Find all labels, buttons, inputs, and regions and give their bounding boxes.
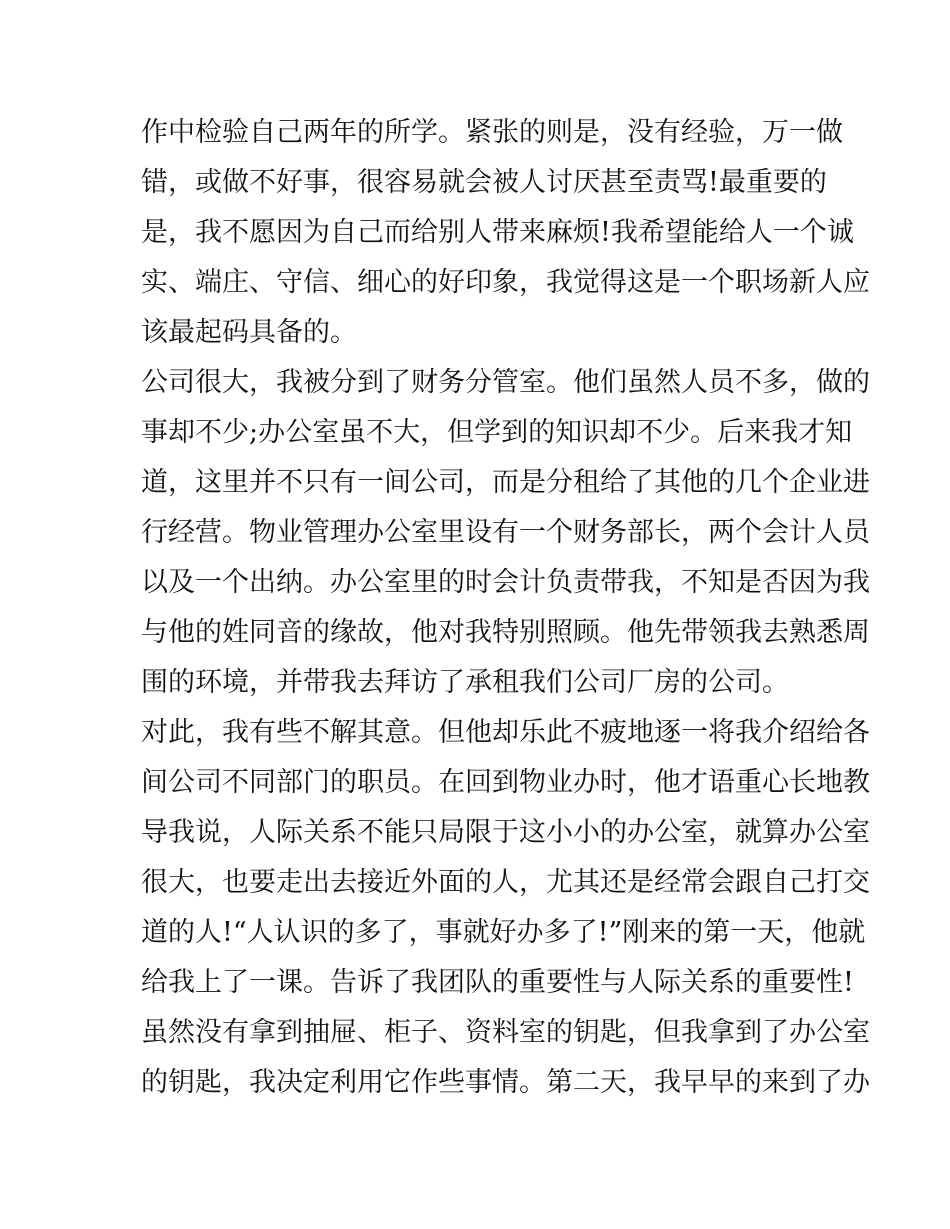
text-line: 道，这里并不只有一间公司，而是分租给了其他的几个企业进 <box>141 467 870 498</box>
text-line: 与他的姓同音的缘故，他对我特别照顾。他先带领我去熟悉周 <box>141 617 870 648</box>
text-line: 实、端庄、守信、细心的好印象，我觉得这是一个职场新人应 <box>141 267 870 298</box>
text-line: 以及一个出纳。办公室里的时会计负责带我，不知是否因为我 <box>141 567 870 598</box>
text-line: 间公司不同部门的职员。在回到物业办时，他才语重心长地教 <box>141 767 870 798</box>
text-line: 虽然没有拿到抽屉、柜子、资料室的钥匙，但我拿到了办公室 <box>141 1017 870 1048</box>
text-line: 导我说，人际关系不能只局限于这小小的办公室，就算办公室 <box>141 817 870 848</box>
text-line: 给我上了一课。告诉了我团队的重要性与人际关系的重要性! <box>141 967 854 998</box>
text-line: 事却不少;办公室虽不大，但学到的知识却不少。后来我才知 <box>141 417 853 448</box>
text-line: 错，或做不好事，很容易就会被人讨厌甚至责骂!最重要的 <box>141 167 827 198</box>
text-line: 围的环境，并带我去拜访了承租我们公司厂房的公司。 <box>141 667 789 698</box>
text-line: 很大，也要走出去接近外面的人，尤其还是经常会跟自己打交 <box>141 867 870 898</box>
text-line: 对此，我有些不解其意。但他却乐此不疲地逐一将我介绍给各 <box>141 717 870 748</box>
text-line: 该最起码具备的。 <box>141 317 357 348</box>
text-line: 行经营。物业管理办公室里设有一个财务部长，两个会计人员 <box>141 517 870 548</box>
body-text <box>141 108 870 1108</box>
text-line: 的钥匙，我决定利用它作些事情。第二天，我早早的来到了办 <box>141 1067 870 1098</box>
text-line: 公司很大，我被分到了财务分管室。他们虽然人员不多，做的 <box>141 367 870 398</box>
text-line: 是，我不愿因为自己而给别人带来麻烦!我希望能给人一个诚 <box>141 217 854 248</box>
text-line: 道的人!“人认识的多了，事就好办多了!”刚来的第一天，他就 <box>141 917 866 948</box>
text-line: 作中检验自己两年的所学。紧张的则是，没有经验，万一做 <box>141 117 843 148</box>
